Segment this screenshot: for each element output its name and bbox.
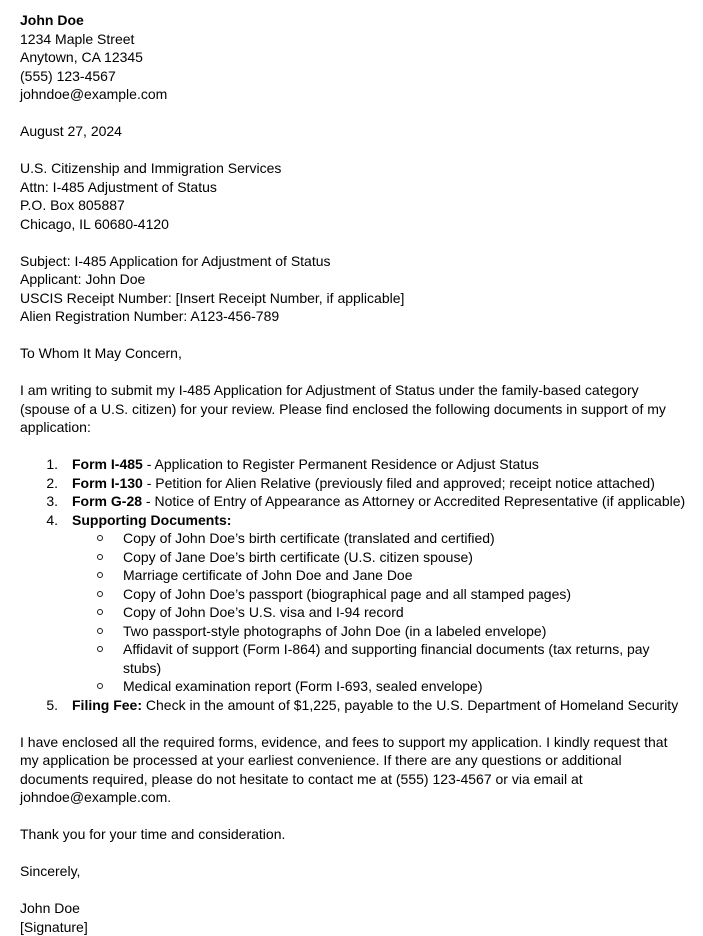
list-item-number: 4. <box>20 511 72 530</box>
sub-list-item <box>20 640 687 677</box>
receipt-number-line: USCIS Receipt Number: [Insert Receipt Number, if applicable] <box>20 289 687 308</box>
supporting-document: Copy of John Doe’s passport (biographical page and all stamped pages) <box>123 585 687 604</box>
alien-number-line: Alien Registration Number: A123-456-789 <box>20 307 687 326</box>
recipient-org: U.S. Citizenship and Immigration Services <box>20 159 687 178</box>
list-item <box>20 455 687 474</box>
form-description: - Petition for Alien Relative (previously filed and approved; receipt notice attached) <box>143 475 655 491</box>
sender-phone: (555) 123-4567 <box>20 67 687 86</box>
recipient-block <box>20 159 687 233</box>
supporting-document: Copy of John Doe’s U.S. visa and I-94 record <box>123 603 687 622</box>
sender-block <box>20 11 687 104</box>
closing-paragraph: I have enclosed all the required forms, evidence, and fees to support my application. I kindly request that my application be processed at your earliest convenience. If there are any questions or additional documents required, please do not hesitate to contact me at (555) 123-4567 or via email at johndoe@example.com. <box>20 733 687 807</box>
form-name: Supporting Documents: <box>72 512 231 528</box>
sub-list-item <box>20 677 687 696</box>
list-item-number: 2. <box>20 474 72 493</box>
filing-fee-label: Filing Fee: <box>72 697 142 713</box>
sub-list-item <box>20 548 687 567</box>
enclosure-list <box>20 455 687 714</box>
supporting-document: Marriage certificate of John Doe and Jane Doe <box>123 566 687 585</box>
sender-email: johndoe@example.com <box>20 85 687 104</box>
signature-block <box>20 899 687 936</box>
sender-street: 1234 Maple Street <box>20 30 687 49</box>
applicant-line: Applicant: John Doe <box>20 270 687 289</box>
form-description: - Application to Register Permanent Residence or Adjust Status <box>143 456 539 472</box>
form-name: Form G-28 <box>72 493 142 509</box>
sub-list-item <box>20 585 687 604</box>
signature-name: John Doe <box>20 899 687 918</box>
list-item-number: 3. <box>20 492 72 511</box>
list-item <box>20 511 687 530</box>
bullet-circle-icon <box>97 572 103 578</box>
recipient-po-box: P.O. Box 805887 <box>20 196 687 215</box>
supporting-document: Copy of John Doe’s birth certificate (translated and certified) <box>123 529 687 548</box>
list-item-number: 1. <box>20 455 72 474</box>
list-item <box>20 474 687 493</box>
recipient-attn: Attn: I-485 Adjustment of Status <box>20 178 687 197</box>
sender-name: John Doe <box>20 11 687 30</box>
bullet-circle-icon <box>97 554 103 560</box>
salutation: To Whom It May Concern, <box>20 344 687 363</box>
sub-list-item <box>20 603 687 622</box>
reference-block <box>20 252 687 326</box>
form-description: - Notice of Entry of Appearance as Attorney or Accredited Representative (if applicable) <box>142 493 685 509</box>
bullet-circle-icon <box>97 535 103 541</box>
bullet-circle-icon <box>97 591 103 597</box>
intro-paragraph: I am writing to submit my I-485 Application for Adjustment of Status under the family-based category (spouse of a U.S. citizen) for your review. Please find enclosed the following documents in support of my application: <box>20 381 687 437</box>
list-item-number: 5. <box>20 696 72 715</box>
sub-list-item <box>20 529 687 548</box>
subject-line: Subject: I-485 Application for Adjustment of Status <box>20 252 687 271</box>
filing-fee-description: Check in the amount of $1,225, payable to the U.S. Department of Homeland Security <box>142 697 678 713</box>
supporting-document: Medical examination report (Form I-693, sealed envelope) <box>123 677 687 696</box>
supporting-document: Two passport-style photographs of John Doe (in a labeled envelope) <box>123 622 687 641</box>
form-name: Form I-130 <box>72 475 143 491</box>
supporting-document: Affidavit of support (Form I-864) and supporting financial documents (tax returns, pay stubs) <box>123 640 687 677</box>
bullet-circle-icon <box>97 628 103 634</box>
form-name: Form I-485 <box>72 456 143 472</box>
date-line: August 27, 2024 <box>20 122 687 141</box>
bullet-circle-icon <box>97 683 103 689</box>
bullet-circle-icon <box>97 609 103 615</box>
thanks-line: Thank you for your time and consideration. <box>20 825 687 844</box>
bullet-circle-icon <box>97 646 103 652</box>
supporting-document: Copy of Jane Doe’s birth certificate (U.S. citizen spouse) <box>123 548 687 567</box>
list-item <box>20 492 687 511</box>
valediction: Sincerely, <box>20 862 687 881</box>
sub-list-item <box>20 622 687 641</box>
signature-placeholder: [Signature] <box>20 918 687 936</box>
sub-list-item <box>20 566 687 585</box>
list-item <box>20 696 687 715</box>
recipient-city: Chicago, IL 60680-4120 <box>20 215 687 234</box>
sender-city: Anytown, CA 12345 <box>20 48 687 67</box>
